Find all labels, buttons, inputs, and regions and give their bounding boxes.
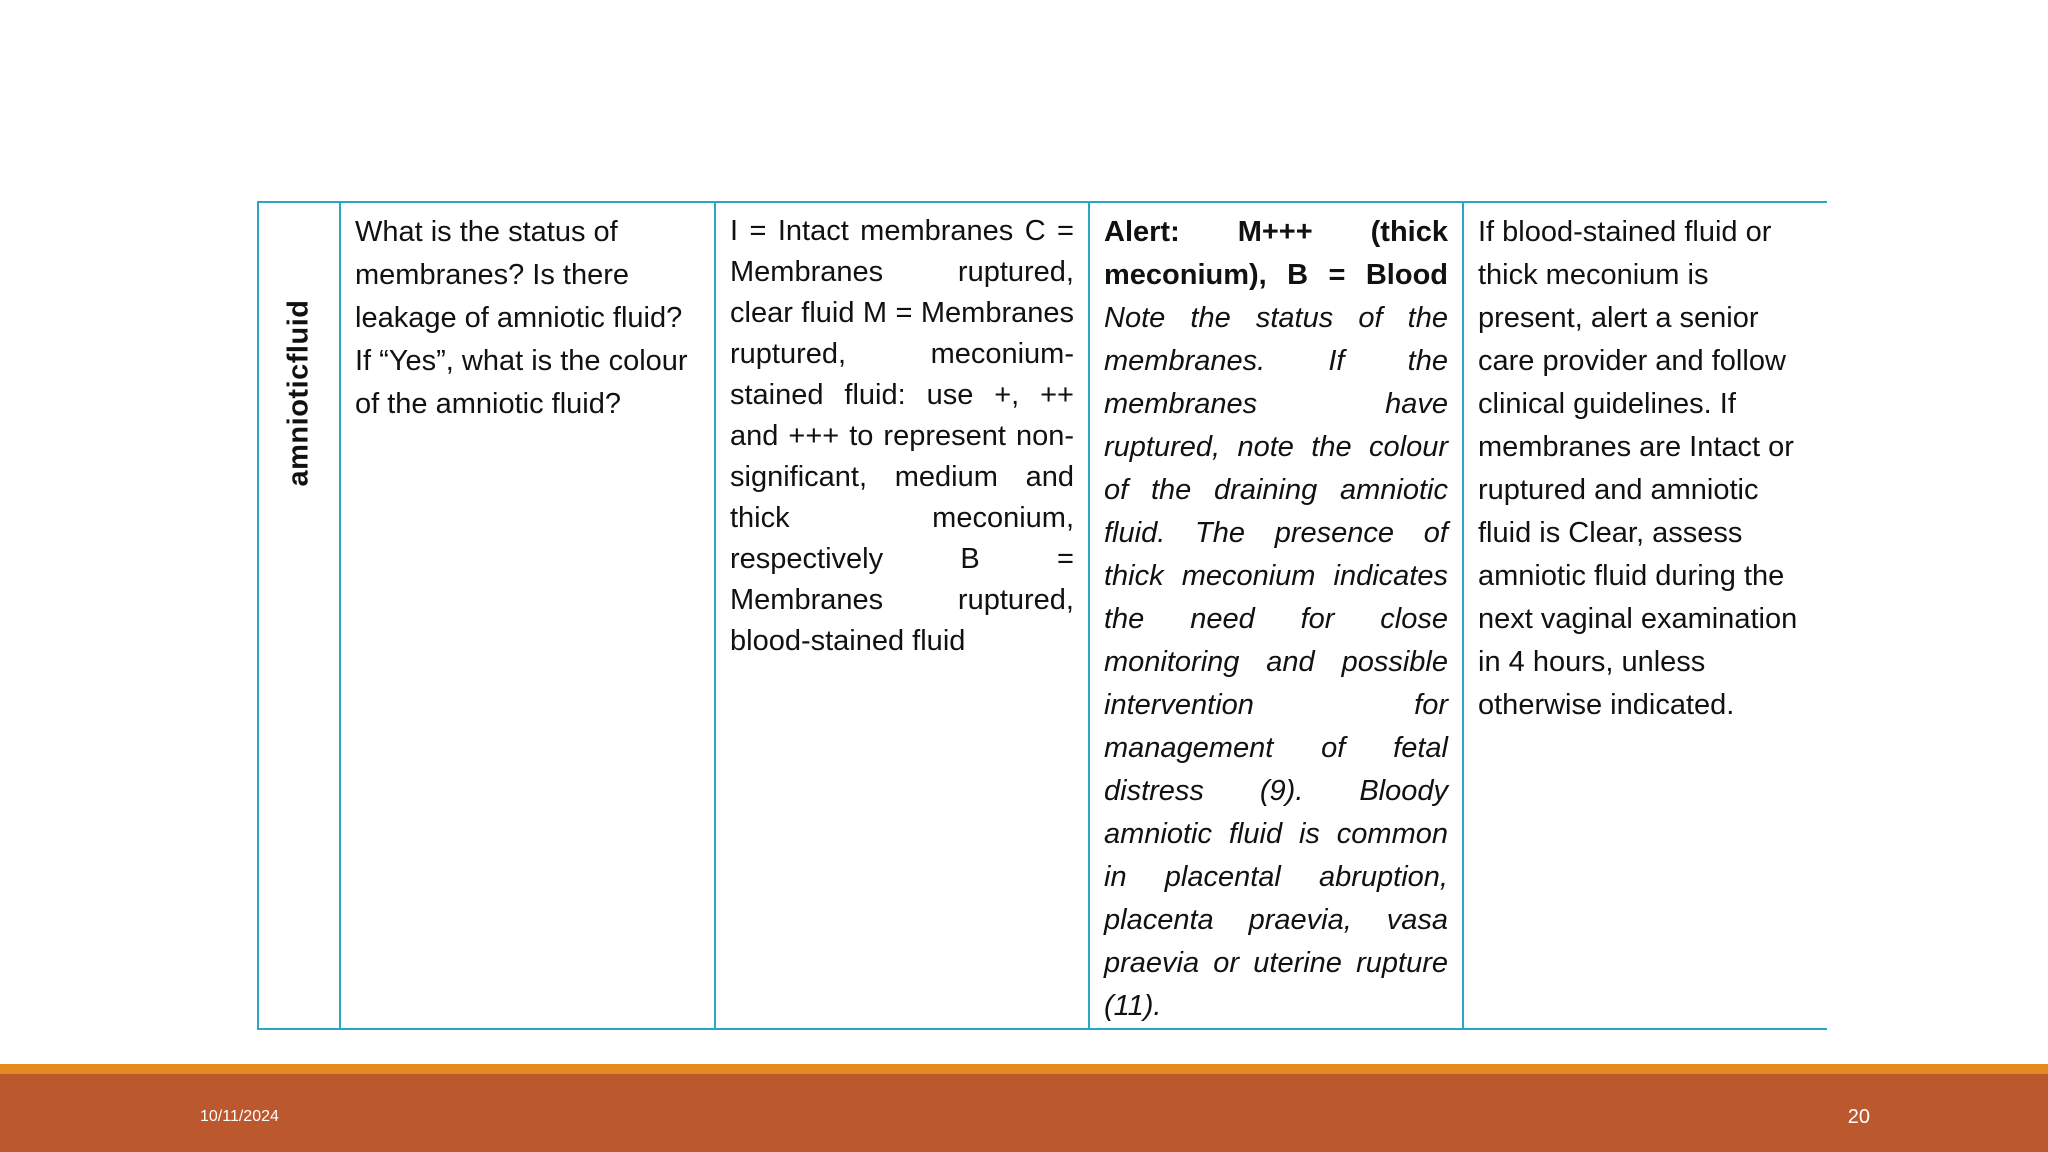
page-number: 20 bbox=[1847, 1106, 1870, 1128]
footer-date: 10/11/2024 bbox=[200, 1108, 279, 1125]
category-label: amnioticfluid bbox=[282, 299, 315, 487]
codes-cell bbox=[715, 202, 1089, 1029]
footer-bar bbox=[0, 1074, 2048, 1152]
footer-accent-strip bbox=[0, 1064, 2048, 1074]
alert-cell bbox=[1089, 202, 1463, 1029]
action-cell bbox=[1463, 202, 1827, 1029]
question-cell bbox=[340, 202, 715, 1029]
table-row bbox=[258, 202, 1827, 1029]
category-cell bbox=[258, 202, 340, 1029]
alert-note: Note the status of the membranes. If the membranes have ruptured, note the colour of the draining amniotic fluid. The presence of thick meconium indicates the need for close monitoring and possible intervention for management of fetal distress (9). Bloody amniotic fluid is common in placental abruption, placenta praevia, vasa praevia or uterine rupture (11). bbox=[1104, 302, 1448, 1022]
guideline-table bbox=[257, 201, 1827, 1030]
action-text: If blood-stained fluid or thick meconium is present, alert a senior care provider and follow clinical guidelines. If membranes are Intact or ruptured and amniotic fluid is Clear, assess amniotic fluid during the next vaginal examination in 4 hours, unless otherwise indicated. bbox=[1478, 216, 1798, 721]
question-text: What is the status of membranes? Is there leakage of amniotic fluid? If “Yes”, what is the colour of the amniotic fluid? bbox=[355, 216, 688, 420]
codes-text: I = Intact membranes C = Membranes ruptured, clear fluid M = Membranes ruptured, meconium-stained fluid: use +, ++ and +++ to represent non-significant, medium and thick meconium, respectively B = Membranes ruptured, blood-stained fluid bbox=[730, 215, 1074, 657]
alert-criteria: Alert: M+++ (thick meconium), B = Blood bbox=[1104, 216, 1448, 291]
